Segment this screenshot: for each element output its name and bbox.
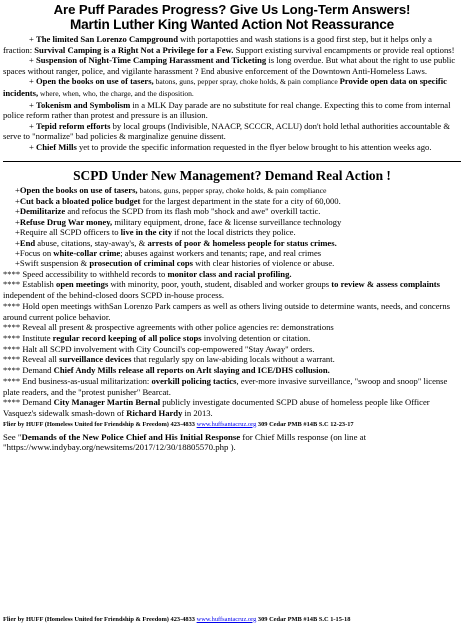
plus-mark: + bbox=[29, 99, 36, 110]
star-mark: **** bbox=[3, 300, 23, 311]
headline-1: Are Puff Parades Progress? Give Us Long-Term Answers! bbox=[53, 2, 411, 17]
flier-credit-2 bbox=[3, 616, 350, 624]
bold-text: monitor class and racial profiling. bbox=[167, 268, 292, 279]
list-item bbox=[3, 279, 461, 300]
star-mark: **** bbox=[3, 322, 23, 333]
body-text: and refocus the SCPD from its flash mob "shock and awe" overkill tactic. bbox=[65, 206, 321, 217]
list-item bbox=[3, 269, 461, 280]
body-text: abuse, citations, stay-away's, & bbox=[35, 237, 148, 248]
paragraph-tokenism bbox=[3, 100, 461, 121]
body-text: Support existing survival encampments or provide real options! bbox=[233, 44, 455, 55]
body-text: See " bbox=[3, 431, 22, 442]
plus-mark: + bbox=[15, 195, 20, 206]
body-text: that regularly spy on law-abiding locals without a warrant. bbox=[131, 354, 335, 365]
huff-website-link[interactable]: www.huffsantacruz.org bbox=[196, 615, 257, 623]
body-text: in a MLK Day parade are no substitute for real change. Expecting this to come from internal police reform rather than protest and pressure is an illusion. bbox=[3, 99, 451, 121]
plus-mark: + bbox=[15, 206, 20, 217]
body-text: ). bbox=[228, 442, 236, 453]
paragraph-chief-mills bbox=[3, 142, 461, 153]
bold-text: white-collar crime bbox=[53, 247, 121, 258]
body-text: Demand bbox=[22, 365, 54, 376]
list-item bbox=[15, 217, 461, 227]
bold-text: arrests of poor & homeless people for status crimes. bbox=[147, 237, 337, 248]
plus-mark: + bbox=[29, 55, 36, 66]
body-text: for Chief Mills response (on line at " bbox=[3, 431, 367, 453]
bold-text: Provide open data on specific incidents, bbox=[3, 76, 447, 98]
list-item bbox=[15, 196, 461, 206]
list-item bbox=[15, 238, 461, 248]
list-item bbox=[3, 376, 461, 397]
body-text: for the largest department in the state for a city of 60,000. bbox=[140, 195, 341, 206]
plus-mark: + bbox=[29, 76, 36, 87]
plus-mark: + bbox=[29, 34, 36, 44]
bold-text: Demilitarize bbox=[19, 206, 66, 217]
list-item bbox=[15, 258, 461, 268]
list-item bbox=[15, 227, 461, 237]
body-text: Hold open meetings withSan Lorenzo Park campers as well as others living outside to determine wants, needs, and concerns around current police behavior. bbox=[3, 300, 451, 322]
bold-text: overkill policing tactics bbox=[151, 375, 237, 386]
plus-mark: + bbox=[29, 120, 36, 131]
bold-text: open meetings bbox=[56, 279, 109, 290]
body-text: Establish bbox=[22, 279, 57, 290]
flier-credit-1 bbox=[3, 421, 461, 429]
bold-text: Open the books on use of tasers, bbox=[19, 184, 138, 195]
see-also-note bbox=[3, 432, 461, 453]
body-text: with minority, poor, youth, student, disabled and worker groups bbox=[108, 279, 332, 290]
list-item bbox=[3, 365, 461, 376]
bold-text: City Manager Martin Bernal bbox=[53, 397, 161, 408]
body-text: Require all SCPD officers to bbox=[19, 227, 121, 238]
body-text: by local groups (Indivisible, NAACP, SCCCR, ACLU) don't hold lethal authorities accountable & serve to "normalize" bad policies & marginalize genuine dissent. bbox=[3, 120, 451, 142]
paragraph-tepid-reform bbox=[3, 121, 461, 142]
section-2 bbox=[3, 161, 461, 453]
bold-text: live in the city bbox=[120, 227, 172, 238]
body-text: Focus on bbox=[19, 247, 54, 258]
body-text: End business-as-usual militarization: bbox=[22, 375, 152, 386]
body-text: Reveal all present & prospective agreements with other police agencies re: demonstrations bbox=[22, 322, 334, 333]
list-item bbox=[3, 333, 461, 344]
bold-text: Suspension of Night-Time Camping Harassment and Ticketing bbox=[36, 55, 267, 66]
star-mark: **** bbox=[3, 343, 23, 354]
star-mark: **** bbox=[3, 279, 23, 290]
star-mark: **** bbox=[3, 397, 23, 408]
list-item bbox=[3, 397, 461, 418]
bold-text: The limited San Lorenzo Campground bbox=[36, 34, 178, 44]
list-item bbox=[3, 301, 461, 322]
bold-text: Chief Mills bbox=[36, 141, 77, 152]
demand-list bbox=[3, 185, 461, 269]
section-2-title: SCPD Under New Management? Demand Real Action ! bbox=[73, 167, 391, 183]
body-text: Reveal all bbox=[22, 354, 60, 365]
bold-text: Tepid reform efforts bbox=[36, 120, 111, 131]
bold-text: Survival Camping is a Right Not a Privilege for a Few. bbox=[34, 44, 234, 55]
list-item bbox=[3, 322, 461, 333]
plus-mark: + bbox=[15, 258, 20, 269]
credit-text: Flier by HUFF (Homeless United for Friendship & Freedom) 423-4833 bbox=[3, 615, 197, 623]
plus-mark: + bbox=[15, 227, 20, 238]
body-text: Halt all SCPD involvement with City Council's cop-empowered "Stay Away" orders. bbox=[22, 343, 315, 354]
plus-mark: + bbox=[15, 184, 20, 195]
list-item bbox=[3, 354, 461, 365]
body-text: Speed accessibility to withheld records to bbox=[22, 268, 168, 279]
star-mark: **** bbox=[3, 365, 23, 376]
bold-text: Chief Andy Mills release all reports on Arlt slaying and ICE/DHS collusion. bbox=[53, 365, 330, 376]
body-text: batons, guns, pepper spray, choke holds, & pain compliance bbox=[153, 77, 340, 87]
bold-text: surveillance devices bbox=[59, 354, 132, 365]
body-text: is long overdue. But what about the right to use public spaces without ranger, police, and vigilante harassment ? End abusive enforcement of the Downtown Anti-Homeless Laws. bbox=[3, 55, 456, 76]
body-text: with portapotties and wash stations is a good first step, but it helps only a fraction: bbox=[3, 34, 432, 55]
list-item bbox=[3, 344, 461, 355]
bold-text: Cut back a bloated police budget bbox=[19, 195, 141, 206]
star-mark: **** bbox=[3, 375, 23, 386]
body-text: in 2013. bbox=[182, 407, 213, 418]
bold-text: Tokenism and Symbolism bbox=[36, 99, 131, 110]
body-text: if not the local districts they police. bbox=[172, 227, 296, 238]
credit-text: Flier by HUFF (Homeless United for Friendship & Freedom) 423-4833 bbox=[3, 420, 197, 428]
bold-text: Demands of the New Police Chief and His Initial Response bbox=[21, 431, 241, 442]
paragraph-harassment bbox=[3, 55, 461, 76]
body-text: Demand bbox=[22, 397, 54, 408]
body-text: with clear histories of violence or abuse. bbox=[193, 258, 335, 269]
plus-mark: + bbox=[29, 141, 36, 152]
list-item bbox=[15, 248, 461, 258]
bold-text: Open the books on use of tasers, bbox=[36, 76, 154, 87]
credit-text: 309 Cedar PMB #14B S.C 1-15-18 bbox=[256, 615, 351, 623]
body-text: Institute bbox=[22, 333, 53, 343]
huff-website-link[interactable]: www.huffsantacruz.org bbox=[196, 420, 257, 428]
body-text: batons, guns, pepper spray, choke holds, & pain compliance bbox=[137, 185, 327, 195]
bold-text: Refuse Drug War money, bbox=[19, 216, 113, 227]
body-text: yet to provide the specific information requested in the flyer below brought to his attention weeks ago. bbox=[76, 141, 432, 152]
star-mark: **** bbox=[3, 333, 23, 343]
star-mark: **** bbox=[3, 354, 23, 365]
bold-text: Richard Hardy bbox=[126, 407, 183, 418]
bold-text: regular record keeping of all police stops bbox=[52, 333, 202, 343]
bold-text: to review & assess complaints bbox=[331, 279, 440, 290]
star-list bbox=[3, 269, 461, 419]
body-text: independent of the behind-closed doors SCPD in-house process. bbox=[3, 290, 225, 301]
headline-2: Martin Luther King Wanted Action Not Reassurance bbox=[70, 17, 394, 32]
bold-text: prosecution of criminal cops bbox=[89, 258, 194, 269]
star-mark: **** bbox=[3, 268, 23, 279]
paragraph-open-books bbox=[3, 76, 461, 99]
body-text: involving detention or citation. bbox=[201, 333, 311, 343]
credit-text: 309 Cedar PMB #14B S.C 12-23-17 bbox=[256, 420, 354, 428]
section-1 bbox=[3, 34, 461, 153]
plus-mark: + bbox=[15, 237, 20, 248]
body-text: Swift suspension & bbox=[19, 258, 90, 269]
body-text: ; abuses against workers and tenants; rape, and real crimes bbox=[120, 247, 322, 258]
plus-mark: + bbox=[15, 247, 20, 258]
list-item bbox=[15, 206, 461, 216]
body-text: publicly investigate documented SCPD abuse of homeless people like Officer Vasquez's sidewalk smash-down of bbox=[3, 397, 430, 418]
plus-mark: + bbox=[15, 216, 20, 227]
indybay-link[interactable]: https://www.indybay.org/newsitems/2017/12/30/18805570.php bbox=[6, 442, 229, 453]
paragraph-campground bbox=[3, 34, 461, 55]
bold-text: End bbox=[19, 237, 36, 248]
body-text: , ever-more invasive surveillance, "swoop and snoop" license plate readers, and the "protest punisher" Bearcat. bbox=[3, 375, 448, 397]
body-text: where, when, who, the charge, and the disposition. bbox=[38, 88, 194, 98]
list-item bbox=[15, 185, 461, 196]
body-text: military equipment, drone, face & license surveillance technology bbox=[112, 216, 342, 227]
